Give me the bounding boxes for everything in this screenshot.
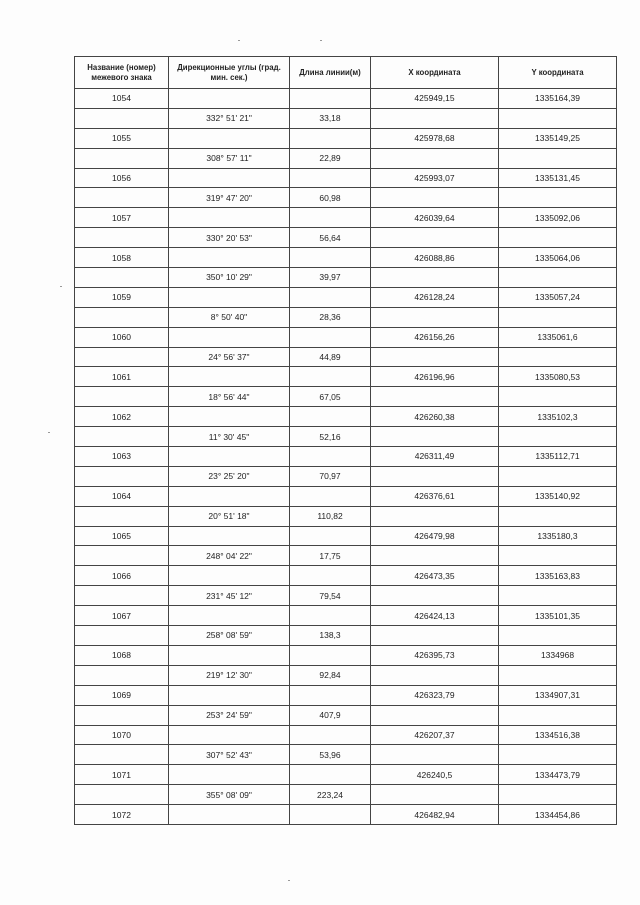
table-row-point xyxy=(75,287,617,307)
point-name-cell: 1066 xyxy=(75,566,169,586)
table-body xyxy=(75,89,617,825)
empty-length-cell xyxy=(290,287,371,307)
empty-x-cell xyxy=(371,188,499,208)
empty-x-cell xyxy=(371,347,499,367)
boundary-coordinates-table xyxy=(74,56,617,825)
point-name-cell: 1065 xyxy=(75,526,169,546)
empty-y-cell xyxy=(499,347,617,367)
y-coordinate-cell: 1334968 xyxy=(499,645,617,665)
table-row-segment xyxy=(75,785,617,805)
x-coordinate-cell: 426479,98 xyxy=(371,526,499,546)
header-point-name: Название (номер) межевого знака xyxy=(75,57,169,89)
empty-x-cell xyxy=(371,228,499,248)
direction-angle-cell: 355° 08' 09" xyxy=(169,785,290,805)
direction-angle-cell: 253° 24' 59" xyxy=(169,705,290,725)
table-row-point xyxy=(75,89,617,109)
empty-angle-cell xyxy=(169,606,290,626)
table-row-segment xyxy=(75,705,617,725)
empty-name-cell xyxy=(75,665,169,685)
table-row-segment xyxy=(75,466,617,486)
table-row-point xyxy=(75,407,617,427)
point-name-cell: 1070 xyxy=(75,725,169,745)
empty-name-cell xyxy=(75,387,169,407)
empty-y-cell xyxy=(499,387,617,407)
y-coordinate-cell: 1335102,3 xyxy=(499,407,617,427)
empty-length-cell xyxy=(290,407,371,427)
empty-angle-cell xyxy=(169,367,290,387)
table-row-segment xyxy=(75,108,617,128)
y-coordinate-cell: 1335092,06 xyxy=(499,208,617,228)
table-row-segment xyxy=(75,228,617,248)
empty-y-cell xyxy=(499,427,617,447)
line-length-cell: 223,24 xyxy=(290,785,371,805)
empty-angle-cell xyxy=(169,327,290,347)
table-row-point xyxy=(75,645,617,665)
table-row-point xyxy=(75,248,617,268)
line-length-cell: 407,9 xyxy=(290,705,371,725)
empty-y-cell xyxy=(499,546,617,566)
empty-angle-cell xyxy=(169,407,290,427)
empty-x-cell xyxy=(371,785,499,805)
empty-name-cell xyxy=(75,148,169,168)
header-y-coordinate: Y координата xyxy=(499,57,617,89)
table-row-point xyxy=(75,526,617,546)
empty-name-cell xyxy=(75,188,169,208)
empty-x-cell xyxy=(371,108,499,128)
empty-angle-cell xyxy=(169,765,290,785)
empty-x-cell xyxy=(371,745,499,765)
empty-angle-cell xyxy=(169,566,290,586)
line-length-cell: 17,75 xyxy=(290,546,371,566)
empty-angle-cell xyxy=(169,486,290,506)
empty-y-cell xyxy=(499,108,617,128)
empty-length-cell xyxy=(290,566,371,586)
x-coordinate-cell: 426311,49 xyxy=(371,447,499,467)
empty-length-cell xyxy=(290,685,371,705)
empty-x-cell xyxy=(371,705,499,725)
table-row-point xyxy=(75,805,617,825)
x-coordinate-cell: 426128,24 xyxy=(371,287,499,307)
point-name-cell: 1062 xyxy=(75,407,169,427)
y-coordinate-cell: 1335163,83 xyxy=(499,566,617,586)
table-row-segment xyxy=(75,188,617,208)
point-name-cell: 1067 xyxy=(75,606,169,626)
empty-y-cell xyxy=(499,268,617,288)
scan-speck xyxy=(48,432,50,433)
y-coordinate-cell: 1335112,71 xyxy=(499,447,617,467)
empty-length-cell xyxy=(290,486,371,506)
empty-length-cell xyxy=(290,606,371,626)
empty-length-cell xyxy=(290,128,371,148)
empty-length-cell xyxy=(290,168,371,188)
empty-name-cell xyxy=(75,705,169,725)
table-row-segment xyxy=(75,626,617,646)
empty-angle-cell xyxy=(169,645,290,665)
empty-length-cell xyxy=(290,447,371,467)
empty-x-cell xyxy=(371,387,499,407)
table-row-point xyxy=(75,168,617,188)
table-row-point xyxy=(75,606,617,626)
empty-y-cell xyxy=(499,665,617,685)
table-row-point xyxy=(75,367,617,387)
point-name-cell: 1058 xyxy=(75,248,169,268)
empty-y-cell xyxy=(499,785,617,805)
line-length-cell: 60,98 xyxy=(290,188,371,208)
empty-angle-cell xyxy=(169,805,290,825)
point-name-cell: 1072 xyxy=(75,805,169,825)
scan-speck xyxy=(320,40,322,41)
empty-name-cell xyxy=(75,228,169,248)
scan-speck xyxy=(238,40,240,41)
point-name-cell: 1069 xyxy=(75,685,169,705)
empty-name-cell xyxy=(75,427,169,447)
table-row-segment xyxy=(75,387,617,407)
empty-angle-cell xyxy=(169,89,290,109)
empty-x-cell xyxy=(371,626,499,646)
header-x-coordinate: X координата xyxy=(371,57,499,89)
table-row-point xyxy=(75,725,617,745)
empty-y-cell xyxy=(499,466,617,486)
empty-x-cell xyxy=(371,546,499,566)
x-coordinate-cell: 426323,79 xyxy=(371,685,499,705)
empty-length-cell xyxy=(290,89,371,109)
empty-length-cell xyxy=(290,248,371,268)
y-coordinate-cell: 1335064,06 xyxy=(499,248,617,268)
empty-name-cell xyxy=(75,307,169,327)
point-name-cell: 1054 xyxy=(75,89,169,109)
x-coordinate-cell: 426039,64 xyxy=(371,208,499,228)
y-coordinate-cell: 1335080,53 xyxy=(499,367,617,387)
y-coordinate-cell: 1334473,79 xyxy=(499,765,617,785)
line-length-cell: 56,64 xyxy=(290,228,371,248)
empty-y-cell xyxy=(499,307,617,327)
direction-angle-cell: 319° 47' 20" xyxy=(169,188,290,208)
y-coordinate-cell: 1335149,25 xyxy=(499,128,617,148)
table-row-segment xyxy=(75,665,617,685)
empty-x-cell xyxy=(371,506,499,526)
point-name-cell: 1068 xyxy=(75,645,169,665)
empty-length-cell xyxy=(290,208,371,228)
empty-y-cell xyxy=(499,228,617,248)
empty-name-cell xyxy=(75,626,169,646)
empty-name-cell xyxy=(75,108,169,128)
point-name-cell: 1055 xyxy=(75,128,169,148)
direction-angle-cell: 8° 50' 40" xyxy=(169,307,290,327)
direction-angle-cell: 350° 10' 29" xyxy=(169,268,290,288)
y-coordinate-cell: 1335140,92 xyxy=(499,486,617,506)
header-direction-angle: Дирекционные углы (град. мин. сек.) xyxy=(169,57,290,89)
empty-name-cell xyxy=(75,546,169,566)
empty-x-cell xyxy=(371,665,499,685)
direction-angle-cell: 332° 51' 21" xyxy=(169,108,290,128)
line-length-cell: 67,05 xyxy=(290,387,371,407)
direction-angle-cell: 307° 52' 43" xyxy=(169,745,290,765)
direction-angle-cell: 18° 56' 44" xyxy=(169,387,290,407)
x-coordinate-cell: 426260,38 xyxy=(371,407,499,427)
empty-angle-cell xyxy=(169,447,290,467)
empty-length-cell xyxy=(290,765,371,785)
point-name-cell: 1061 xyxy=(75,367,169,387)
table-row-segment xyxy=(75,427,617,447)
empty-y-cell xyxy=(499,188,617,208)
x-coordinate-cell: 426424,13 xyxy=(371,606,499,626)
scan-speck xyxy=(60,286,62,287)
direction-angle-cell: 258° 08' 59" xyxy=(169,626,290,646)
point-name-cell: 1059 xyxy=(75,287,169,307)
point-name-cell: 1063 xyxy=(75,447,169,467)
table-row-point xyxy=(75,208,617,228)
line-length-cell: 110,82 xyxy=(290,506,371,526)
table-row-segment xyxy=(75,546,617,566)
direction-angle-cell: 330° 20' 53" xyxy=(169,228,290,248)
line-length-cell: 22,89 xyxy=(290,148,371,168)
empty-name-cell xyxy=(75,268,169,288)
line-length-cell: 28,36 xyxy=(290,307,371,327)
point-name-cell: 1057 xyxy=(75,208,169,228)
empty-length-cell xyxy=(290,327,371,347)
table-row-point xyxy=(75,486,617,506)
empty-y-cell xyxy=(499,745,617,765)
direction-angle-cell: 219° 12' 30" xyxy=(169,665,290,685)
table-row-segment xyxy=(75,268,617,288)
empty-y-cell xyxy=(499,148,617,168)
empty-name-cell xyxy=(75,466,169,486)
x-coordinate-cell: 425993,07 xyxy=(371,168,499,188)
empty-name-cell xyxy=(75,506,169,526)
direction-angle-cell: 231° 45' 12" xyxy=(169,586,290,606)
y-coordinate-cell: 1334907,31 xyxy=(499,685,617,705)
empty-name-cell xyxy=(75,785,169,805)
direction-angle-cell: 20° 51' 18" xyxy=(169,506,290,526)
empty-angle-cell xyxy=(169,685,290,705)
point-name-cell: 1056 xyxy=(75,168,169,188)
empty-name-cell xyxy=(75,586,169,606)
empty-angle-cell xyxy=(169,208,290,228)
x-coordinate-cell: 426156,26 xyxy=(371,327,499,347)
line-length-cell: 53,96 xyxy=(290,745,371,765)
table-row-segment xyxy=(75,307,617,327)
x-coordinate-cell: 426473,35 xyxy=(371,566,499,586)
x-coordinate-cell: 426196,96 xyxy=(371,367,499,387)
empty-x-cell xyxy=(371,307,499,327)
empty-x-cell xyxy=(371,268,499,288)
line-length-cell: 138,3 xyxy=(290,626,371,646)
y-coordinate-cell: 1335180,3 xyxy=(499,526,617,546)
table-row-segment xyxy=(75,586,617,606)
empty-name-cell xyxy=(75,745,169,765)
table-row-point xyxy=(75,685,617,705)
empty-length-cell xyxy=(290,526,371,546)
line-length-cell: 70,97 xyxy=(290,466,371,486)
point-name-cell: 1060 xyxy=(75,327,169,347)
table-row-point xyxy=(75,327,617,347)
empty-angle-cell xyxy=(169,725,290,745)
table-row-point xyxy=(75,566,617,586)
table-row-segment xyxy=(75,148,617,168)
direction-angle-cell: 11° 30' 45" xyxy=(169,427,290,447)
table-row-point xyxy=(75,128,617,148)
empty-angle-cell xyxy=(169,168,290,188)
y-coordinate-cell: 1335057,24 xyxy=(499,287,617,307)
direction-angle-cell: 248° 04' 22" xyxy=(169,546,290,566)
empty-length-cell xyxy=(290,805,371,825)
line-length-cell: 92,84 xyxy=(290,665,371,685)
point-name-cell: 1064 xyxy=(75,486,169,506)
y-coordinate-cell: 1335131,45 xyxy=(499,168,617,188)
empty-y-cell xyxy=(499,626,617,646)
empty-x-cell xyxy=(371,586,499,606)
empty-angle-cell xyxy=(169,287,290,307)
x-coordinate-cell: 426088,86 xyxy=(371,248,499,268)
y-coordinate-cell: 1335164,39 xyxy=(499,89,617,109)
x-coordinate-cell: 425949,15 xyxy=(371,89,499,109)
empty-x-cell xyxy=(371,427,499,447)
x-coordinate-cell: 426240,5 xyxy=(371,765,499,785)
table-header-row xyxy=(75,57,617,89)
point-name-cell: 1071 xyxy=(75,765,169,785)
table-row-point xyxy=(75,765,617,785)
empty-length-cell xyxy=(290,725,371,745)
line-length-cell: 52,16 xyxy=(290,427,371,447)
x-coordinate-cell: 426482,94 xyxy=(371,805,499,825)
direction-angle-cell: 23° 25' 20" xyxy=(169,466,290,486)
line-length-cell: 39,97 xyxy=(290,268,371,288)
empty-angle-cell xyxy=(169,526,290,546)
x-coordinate-cell: 426395,73 xyxy=(371,645,499,665)
empty-y-cell xyxy=(499,586,617,606)
table-row-segment xyxy=(75,347,617,367)
line-length-cell: 33,18 xyxy=(290,108,371,128)
empty-y-cell xyxy=(499,506,617,526)
empty-length-cell xyxy=(290,367,371,387)
empty-x-cell xyxy=(371,466,499,486)
empty-name-cell xyxy=(75,347,169,367)
table-row-segment xyxy=(75,506,617,526)
table-row-segment xyxy=(75,745,617,765)
y-coordinate-cell: 1335101,35 xyxy=(499,606,617,626)
y-coordinate-cell: 1334454,86 xyxy=(499,805,617,825)
y-coordinate-cell: 1335061,6 xyxy=(499,327,617,347)
y-coordinate-cell: 1334516,38 xyxy=(499,725,617,745)
x-coordinate-cell: 426376,61 xyxy=(371,486,499,506)
header-line-length: Длина линии(м) xyxy=(290,57,371,89)
line-length-cell: 44,89 xyxy=(290,347,371,367)
empty-angle-cell xyxy=(169,248,290,268)
empty-length-cell xyxy=(290,645,371,665)
empty-y-cell xyxy=(499,705,617,725)
x-coordinate-cell: 426207,37 xyxy=(371,725,499,745)
scan-speck xyxy=(288,880,290,881)
direction-angle-cell: 308° 57' 11" xyxy=(169,148,290,168)
empty-angle-cell xyxy=(169,128,290,148)
empty-x-cell xyxy=(371,148,499,168)
direction-angle-cell: 24° 56' 37" xyxy=(169,347,290,367)
table-row-point xyxy=(75,447,617,467)
x-coordinate-cell: 425978,68 xyxy=(371,128,499,148)
line-length-cell: 79,54 xyxy=(290,586,371,606)
